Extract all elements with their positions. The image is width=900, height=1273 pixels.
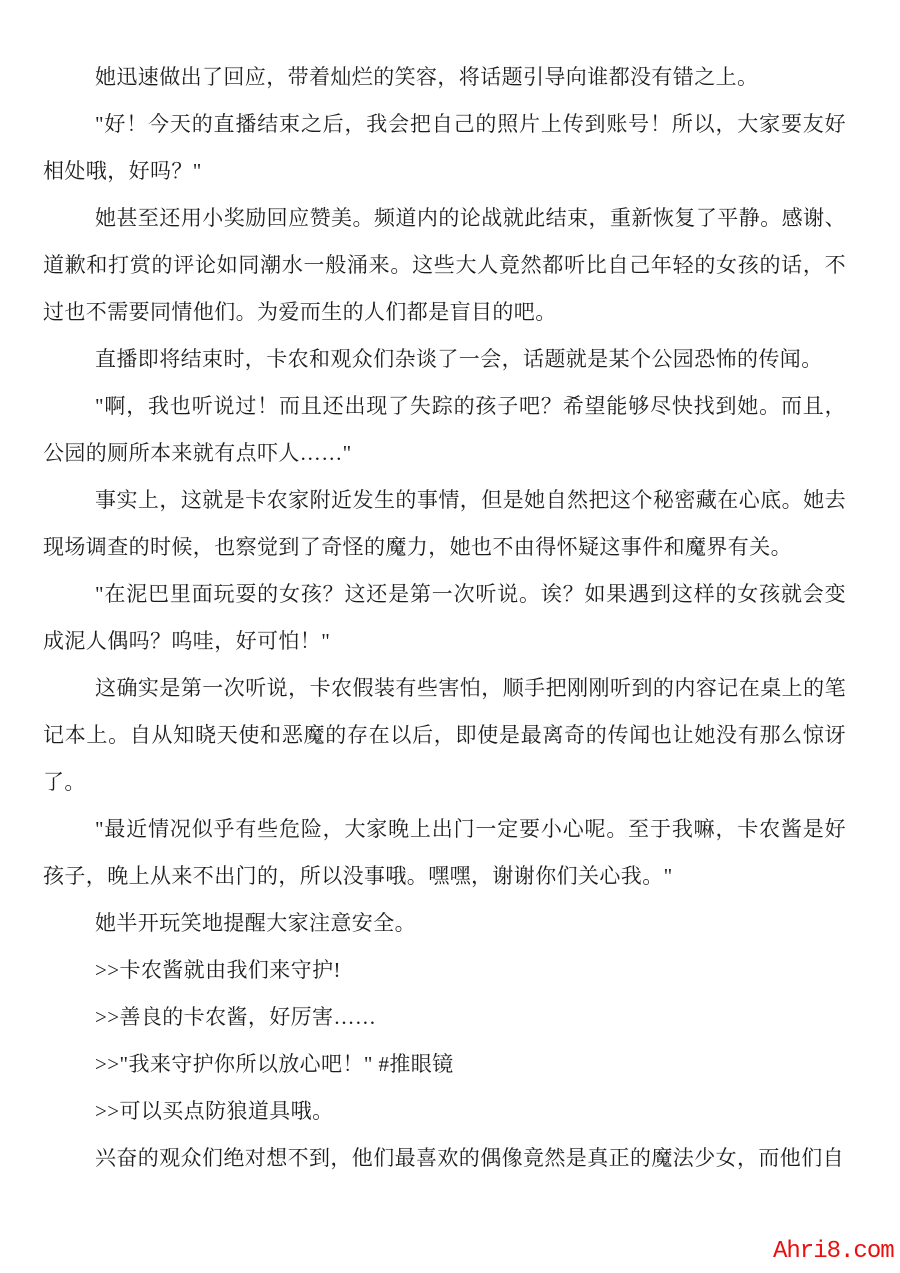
viewer-comment: >>卡农酱就由我们来守护! — [95, 958, 341, 982]
paragraph: 事实上，这就是卡农家附近发生的事情，但是她自然把这个秘密藏在心底。她去现场调查的时候，也察觉到了奇怪的魔力，她也不由得怀疑这事件和魔界有关。 — [43, 488, 846, 559]
paragraph: 她半开玩笑地提醒大家注意安全。 — [95, 911, 416, 935]
dialogue-paragraph: "好！今天的直播结束之后，我会把自己的照片上传到账号！所以，大家要友好相处哦，好吗？" — [43, 112, 846, 183]
paragraph: 她甚至还用小奖励回应赞美。频道内的论战就此结束，重新恢复了平静。感谢、道歉和打赏的评论如同潮水一般涌来。这些大人竟然都听比自己年轻的女孩的话，不过也不需要同情他们。为爱而生的人们都是盲目的吧。 — [43, 206, 846, 324]
paragraph: 她迅速做出了回应，带着灿烂的笑容，将话题引导向谁都没有错之上。 — [95, 65, 759, 89]
paragraph: 兴奋的观众们绝对想不到，他们最喜欢的偶像竟然是真正的魔法少女，而他们自 — [95, 1146, 844, 1170]
watermark-text: Ahri8.com — [773, 1238, 894, 1265]
dialogue-paragraph: "啊，我也听说过！而且还出现了失踪的孩子吧？希望能够尽快找到她。而且，公园的厕所本来就有点吓人……" — [43, 394, 846, 465]
paragraph: 这确实是第一次听说，卡农假装有些害怕，顺手把刚刚听到的内容记在桌上的笔记本上。自从知晓天使和恶魔的存在以后，即使是最离奇的传闻也让她没有那么惊讶了。 — [43, 676, 846, 794]
dialogue-paragraph: "最近情况似乎有些危险，大家晚上出门一定要小心呢。至于我嘛，卡农酱是好孩子，晚上从来不出门的，所以没事哦。嘿嘿，谢谢你们关心我。" — [43, 817, 846, 888]
viewer-comment: >>"我来守护你所以放心吧！" #推眼镜 — [95, 1052, 454, 1076]
dialogue-paragraph: "在泥巴里面玩耍的女孩？这还是第一次听说。诶？如果遇到这样的女孩就会变成泥人偶吗？呜哇，好可怕！" — [43, 582, 846, 653]
paragraph: 直播即将结束时，卡农和观众们杂谈了一会，话题就是某个公园恐怖的传闻。 — [95, 347, 823, 371]
viewer-comment: >>善良的卡农酱，好厉害…… — [95, 1005, 377, 1029]
viewer-comment: >>可以买点防狼道具哦。 — [95, 1099, 334, 1123]
